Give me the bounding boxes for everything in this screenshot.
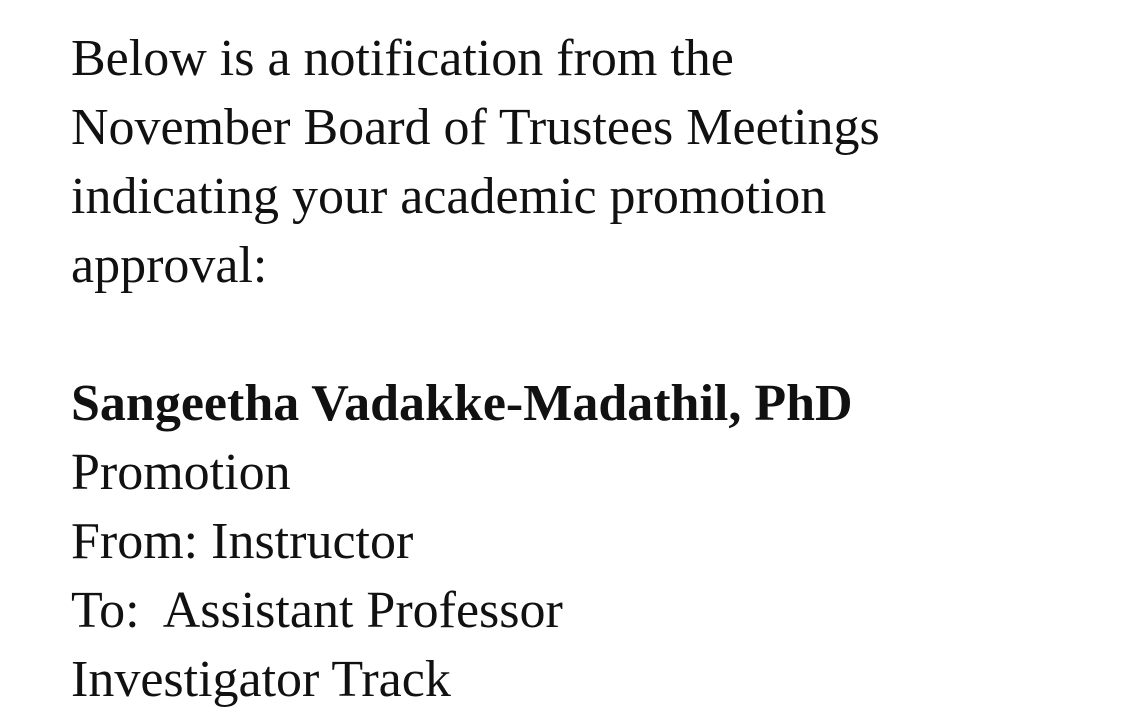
intro-line-1: Below is a notification from the xyxy=(71,30,734,87)
intro-line-3: indicating your academic promotion xyxy=(71,168,827,225)
notification-document xyxy=(71,24,1111,714)
promotion-details xyxy=(71,369,1111,714)
intro-paragraph xyxy=(71,24,1111,300)
promotion-track: Investigator Track xyxy=(71,651,451,708)
promotion-type: Promotion xyxy=(71,444,291,501)
promotion-to: To: Assistant Professor xyxy=(71,582,563,639)
intro-line-4: approval: xyxy=(71,237,268,294)
intro-line-2: November Board of Trustees Meetings xyxy=(71,99,880,156)
recipient-name: Sangeetha Vadakke-Madathil, PhD xyxy=(71,375,853,432)
promotion-from: From: Instructor xyxy=(71,513,414,570)
paragraph-spacer xyxy=(71,300,1111,369)
